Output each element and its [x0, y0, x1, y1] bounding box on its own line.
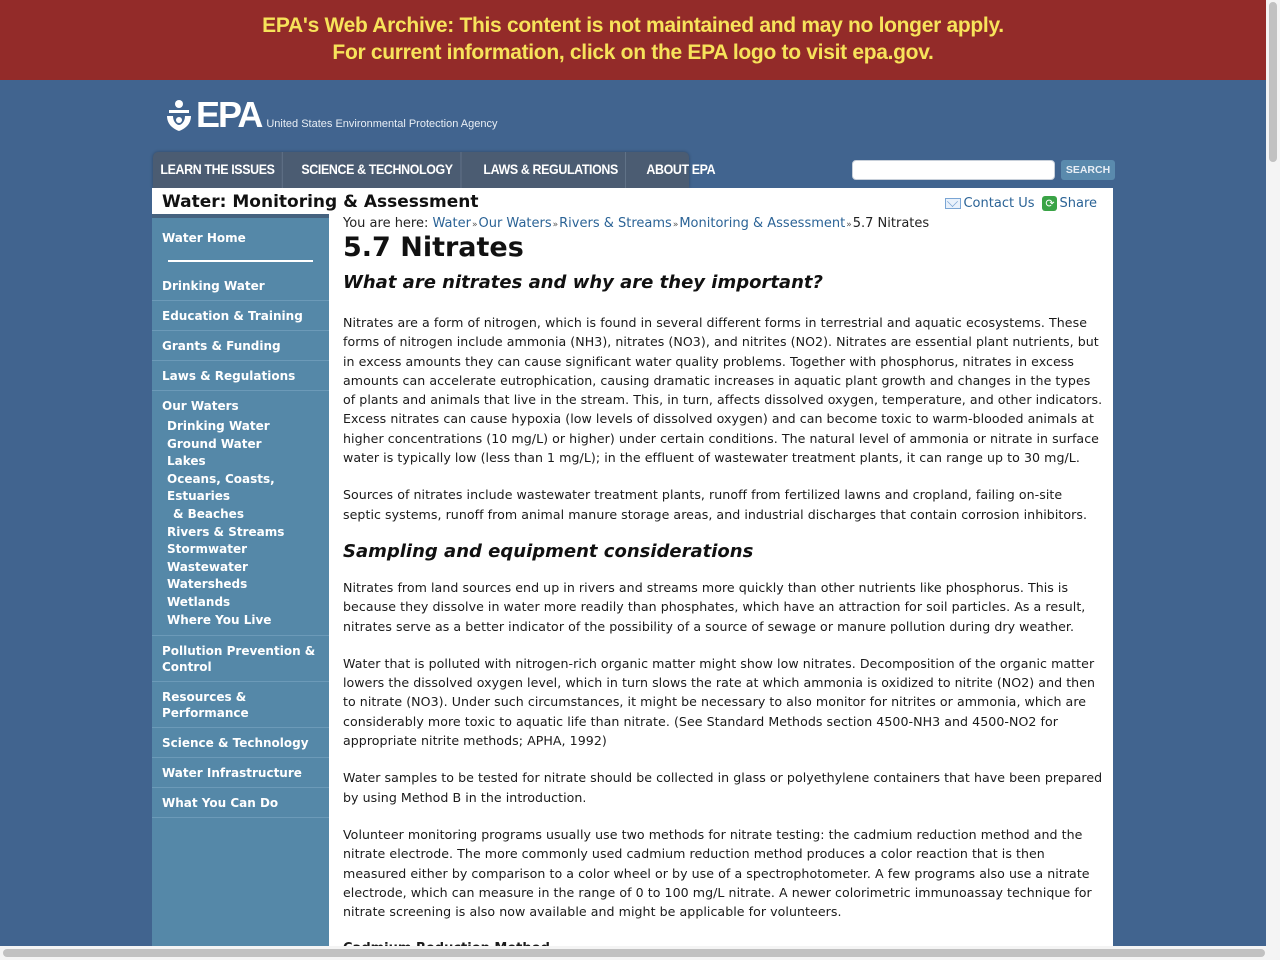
main-content: [343, 216, 1103, 956]
breadcrumb-current: 5.7 Nitrates: [852, 216, 930, 231]
sidebar-item-education-training[interactable]: Education & Training: [152, 301, 329, 331]
epa-logo[interactable]: [164, 94, 498, 135]
archive-banner-line1: EPA's Web Archive: This content is not maintained and may no longer apply.: [262, 14, 1004, 37]
nav-laws-regulations[interactable]: LAWS & REGULATIONS: [476, 152, 626, 188]
sidebar-subitem-oceans[interactable]: Oceans, Coasts, Estuaries: [167, 471, 275, 504]
share-link[interactable]: Share: [1059, 196, 1097, 211]
breadcrumb-separator: »: [552, 220, 559, 230]
epa-flower-icon: [164, 98, 194, 132]
sidebar-item-water-home[interactable]: Water Home: [162, 231, 246, 245]
breadcrumb: [343, 216, 1103, 233]
utility-links: [945, 196, 1097, 211]
sidebar-subitem-lakes[interactable]: Lakes: [167, 454, 206, 469]
sidebar-item-science-technology[interactable]: Science & Technology: [152, 728, 329, 758]
sidebar-item-what-you-can-do[interactable]: What You Can Do: [152, 788, 329, 818]
search-button[interactable]: SEARCH: [1061, 160, 1115, 180]
site-title: Water: Monitoring & Assessment: [162, 192, 479, 212]
sidebar-group-our-waters: [152, 391, 329, 636]
nav-science-technology[interactable]: SCIENCE & TECHNOLOGY: [294, 152, 461, 188]
sidebar: [152, 214, 329, 948]
share-icon: ⟳: [1042, 196, 1057, 211]
sidebar-item-drinking-water[interactable]: Drinking Water: [152, 271, 329, 301]
logo-wordmark: EPA: [196, 94, 262, 135]
horizontal-scrollbar-thumb[interactable]: [3, 949, 1265, 957]
breadcrumb-separator: »: [672, 220, 679, 230]
breadcrumb-link-rivers-streams[interactable]: Rivers & Streams: [559, 216, 672, 231]
sidebar-subitem-drinking-water[interactable]: Drinking Water: [167, 419, 270, 433]
page-container: [152, 188, 1113, 948]
sidebar-subitem-ground-water[interactable]: Ground Water: [167, 436, 262, 451]
sidebar-subitem-wastewater[interactable]: Wastewater: [167, 559, 248, 574]
section-heading-sampling: Sampling and equipment considerations: [343, 540, 754, 562]
breadcrumb-separator: »: [471, 220, 478, 230]
sidebar-subitem-where-you-live[interactable]: Where You Live: [167, 612, 272, 627]
nav-about-epa[interactable]: ABOUT EPA: [646, 162, 716, 177]
paragraph-volunteer-methods: Volunteer monitoring programs usually use two methods for nitrate testing: the cadmium reduction method and the nitrate electrode. The more commonly used cadmium reduction method produces a color reaction that is then measured either by comparison to a color wheel or by use of a spectrophotometer. A few programs also use a nitrate electrode, which can measure in the range of 0 to 100 mg/L nitrate. A newer colorimetric immunoassay technique for nitrate screening is also now available and might be applicable for volunteers.: [343, 826, 1092, 920]
search-input[interactable]: [852, 160, 1055, 180]
nav-learn-the-issues[interactable]: LEARN THE ISSUES: [153, 152, 283, 188]
breadcrumb-separator: »: [846, 220, 852, 230]
breadcrumb-link-our-waters[interactable]: Our Waters: [478, 216, 552, 231]
breadcrumb-prefix: You are here:: [343, 216, 429, 231]
paragraph-organic-matter: Water that is polluted with nitrogen-rich organic matter might show low nitrates. Decomposition of the organic matter lowers the dissolved oxygen level, which in turn slows the rate at which ammonia is oxidized to nitrite (NO2) and then to nitrate (NO3). Under such circumstances, it might be necessary to also monitor for nitrites or ammonia, which are considerably more toxic to aquatic life than nitrate. (See Standard Methods section 4500-NH3 and 4500-NO2 for appropriate nitrite methods; APHA, 1992): [343, 655, 1096, 749]
sidebar-divider: [168, 260, 313, 262]
archive-banner-line2: For current information, click on the EPA logo to visit epa.gov.: [332, 41, 934, 64]
top-navigation: [153, 152, 716, 188]
paragraph-samples: Water samples to be tested for nitrate should be collected in glass or polyethylene containers that have been prepared by using Method B in the introduction.: [343, 770, 1103, 805]
sidebar-item-water-infrastructure[interactable]: Water Infrastructure: [152, 758, 329, 788]
sidebar-item-resources-performance[interactable]: Resources & Performance: [152, 682, 329, 728]
agency-name: United States Environmental Protection Agency: [266, 118, 498, 130]
vertical-scrollbar-thumb[interactable]: [1269, 2, 1277, 162]
contact-us-link[interactable]: Contact Us: [963, 196, 1035, 211]
page-title: 5.7 Nitrates: [343, 232, 524, 263]
sidebar-subitem-beaches[interactable]: & Beaches: [173, 506, 244, 521]
sidebar-item-grants-funding[interactable]: Grants & Funding: [152, 331, 329, 361]
breadcrumb-link-water[interactable]: Water: [432, 216, 471, 231]
archive-banner: [0, 0, 1266, 80]
sidebar-subitem-wetlands[interactable]: Wetlands: [167, 594, 231, 609]
sidebar-item-pollution-prevention[interactable]: Pollution Prevention & Control: [152, 636, 329, 682]
section-heading-importance: What are nitrates and why are they important?: [343, 272, 823, 293]
sidebar-item-our-waters[interactable]: Our Waters: [162, 399, 239, 413]
breadcrumb-link-monitoring[interactable]: Monitoring & Assessment: [679, 216, 846, 231]
paragraph-intro: Nitrates are a form of nitrogen, which is found in several different forms in terrestrial and aquatic ecosystems. These forms of nitrogen include ammonia (NH3), nitrates (NO3), and nitrites (NO2). Nitrates are essential plant nutrients, but in excess amounts they can cause significant water quality problems. Together with phosphorus, nitrates in excess amounts can accelerate eutrophication, causing dramatic increases in aquatic plant growth and changes in the types of plants and animals that live in the stream. This, in turn, affects dissolved oxygen, temperature, and other indicators. Excess nitrates can cause hypoxia (low levels of dissolved oxygen) and can become toxic to warm-blooded animals at higher concentrations (10 mg/L) or higher) under certain conditions. The natural level of ammonia or nitrate in surface water is typically low (less than 1 mg/L); in the effluent of wastewater treatment plants, it can range up to 30 mg/L.: [343, 315, 1103, 466]
sidebar-subitem-stormwater[interactable]: Stormwater: [167, 542, 248, 557]
sidebar-subitem-watersheds[interactable]: Watersheds: [167, 577, 248, 592]
sidebar-subitem-rivers-streams[interactable]: Rivers & Streams: [167, 524, 285, 539]
paragraph-sources: Sources of nitrates include wastewater treatment plants, runoff from fertilized lawns and cropland, failing on-site septic systems, runoff from animal manure storage areas, and industrial discharges that contain corrosion inhibitors.: [343, 487, 1088, 522]
paragraph-land-sources: Nitrates from land sources end up in rivers and streams more quickly than other nutrients like phosphorus. This is because they dissolve in water more readily than phosphates, which have an attraction for soil particles. As a result, nitrates serve as a better indicator of the possibility of a source of sewage or manure pollution during dry weather.: [343, 579, 1086, 634]
sidebar-item-laws-regulations[interactable]: Laws & Regulations: [152, 361, 329, 391]
envelope-icon: [945, 198, 961, 209]
